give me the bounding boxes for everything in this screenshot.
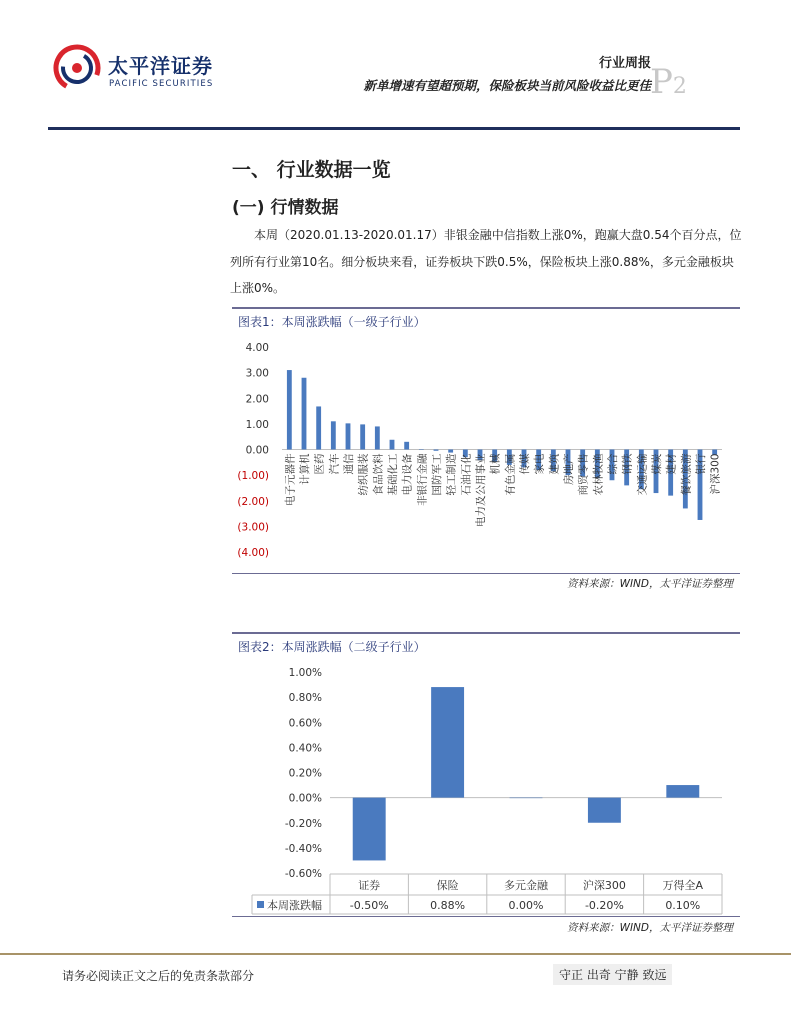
footer-divider [0,953,791,955]
category-label: 保险 [436,879,459,892]
y-tick-label: 0.00% [288,792,322,805]
category-label: 有色金属 [504,453,517,496]
category-label: 煤炭 [651,453,663,475]
footer-disclaimer: 请务必阅读正文之后的免责条款部分 [62,969,255,983]
bar [360,424,365,449]
y-tick-label: (1.00) [237,470,269,483]
report-title: 新单增速有望超预期，保险板块当前风险收益比更佳 [363,78,651,93]
category-label: 商贸零售 [577,453,590,496]
bar [666,785,699,798]
bar [287,370,292,449]
figure1-bottom-rule [232,573,740,574]
category-label: 纺织服装 [357,453,370,496]
category-label: 电力及公用事业 [475,453,487,527]
data-label: 0.10% [665,899,701,912]
category-label: 传媒 [519,453,531,475]
y-tick-label: -0.20% [284,817,322,830]
footer-motto: 守正 出奇 宁静 致远 [553,964,672,985]
subsection-heading: (一) 行情数据 [232,198,339,218]
category-label: 沪深300 [582,879,626,892]
y-tick-label: 0.40% [288,742,322,755]
logo-chinese-name: 太平洋证券 [108,54,213,78]
category-label: 医药 [313,453,326,475]
data-label: 0.88% [430,899,466,912]
bar [404,442,409,450]
legend-label: 本周涨跌幅 [267,899,322,912]
y-tick-label: (4.00) [237,547,269,559]
category-label: 交通运输 [636,453,649,496]
body-paragraph: 本周（2020.01.13-2020.01.17）非银金融中信指数上涨0%，跑赢大盘0.54个百分点，位列所有行业第10名。细分板块来看，证券板块下跌0.5%，保险板块上涨0.88%，多元金融板块上涨0%。 [230,228,742,295]
figure2-title: 图表2：本周涨跌幅（二级子行业） [238,640,426,654]
category-label: 非银行金融 [416,453,429,506]
category-label: 国防军工 [431,453,443,496]
figure2-source: 资料来源：WIND，太平洋证券整理 [567,922,733,934]
category-label: 钢铁 [621,453,634,475]
category-label: 沪深300 [709,453,722,495]
category-label: 计算机 [299,453,311,485]
y-tick-label: 0.60% [288,717,322,730]
bar [316,406,321,449]
y-tick-label: 1.00 [245,418,269,431]
figure1-bar-chart [232,335,742,573]
bar [448,450,453,453]
y-tick-label: 2.00 [245,393,269,406]
category-label: 证券 [358,879,381,892]
y-tick-label: 0.80% [288,692,322,705]
y-tick-label: -0.60% [284,868,322,880]
section-heading: 一、 行业数据一览 [232,159,391,181]
header-divider [48,127,740,130]
bar [353,798,386,861]
y-tick-label: (3.00) [237,521,269,534]
y-tick-label: 3.00 [245,367,269,380]
category-label: 房地产 [563,453,575,485]
bar [431,687,464,798]
category-label: 电子元器件 [284,453,297,506]
category-label: 万得全A [662,879,704,892]
data-label: -0.20% [584,899,624,912]
figure2-bar-chart [232,660,742,920]
category-label: 建材 [665,453,678,475]
y-tick-label: -0.40% [284,842,322,855]
y-tick-label: 0.20% [288,767,322,780]
category-label: 轻工制造 [445,453,458,496]
bar [302,378,307,450]
category-label: 食品饮料 [372,453,385,496]
category-label: 石油石化 [460,453,473,496]
bar [419,450,424,451]
category-label: 建筑 [548,453,561,475]
category-label: 基础化工 [387,453,399,496]
figure2-bottom-rule [232,916,740,917]
bar [588,798,621,823]
bar [331,421,336,449]
data-label: -0.50% [349,899,389,912]
bar [434,450,439,451]
bar [510,798,543,799]
report-type: 行业周报 [598,56,651,71]
y-tick-label: 1.00% [288,667,322,679]
category-label: 农林牧渔 [592,453,605,496]
data-label: 0.00% [508,899,544,912]
category-label: 机械 [489,453,502,475]
category-label: 综合 [607,453,619,475]
bar [375,426,380,449]
logo-english-name: PACIFIC SECURITIES [109,79,214,89]
figure1-source: 资料来源：WIND，太平洋证券整理 [567,578,733,590]
y-tick-label: (2.00) [237,495,269,508]
category-label: 餐饮旅游 [680,453,693,496]
figure1-title: 图表1：本周涨跌幅（一级子行业） [238,315,426,329]
page-number: P2 [650,62,687,102]
category-label: 家电 [533,453,546,475]
company-logo [52,42,102,92]
category-label: 电力设备 [401,453,414,496]
bar [390,440,395,450]
y-tick-label: 0.00 [245,444,269,457]
category-label: 多元金融 [504,879,548,892]
legend-swatch [257,901,264,908]
figure1-top-rule [232,307,740,309]
bar [346,423,351,449]
figure2-top-rule [232,632,740,634]
category-label: 汽车 [328,453,341,475]
category-label: 通信 [343,453,355,475]
category-label: 银行 [695,453,707,475]
y-tick-label: 4.00 [245,342,269,354]
